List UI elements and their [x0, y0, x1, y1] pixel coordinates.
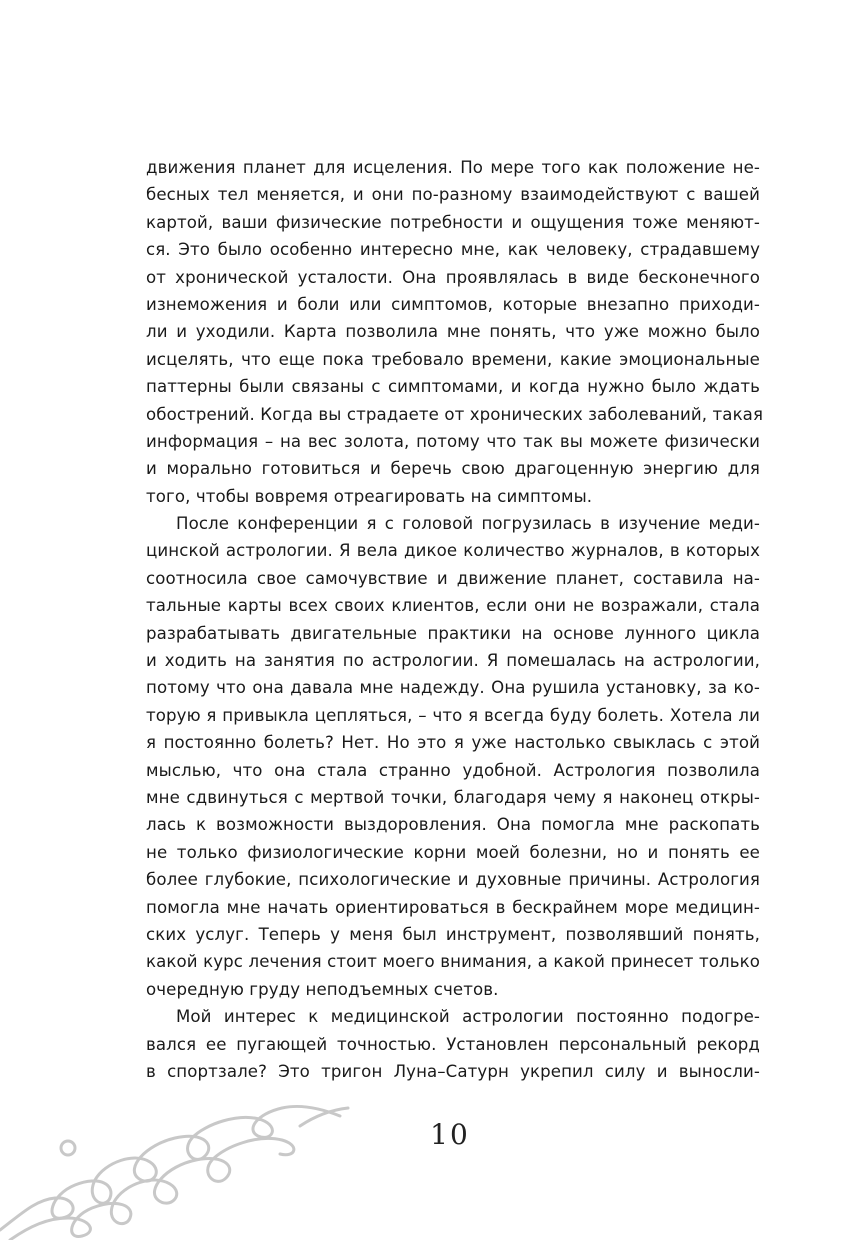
text-line: мыслью, что она стала странно удобной. Астрология позволила: [146, 760, 760, 780]
text-line: мне сдвинуться с мертвой точки, благодаря чему я наконец откры-: [146, 787, 760, 807]
text-line: в спортзале? Это тригон Луна–Сатурн укрепил силу и выносли-: [146, 1061, 760, 1081]
text-line: очередную груду неподъемных счетов.: [146, 979, 499, 999]
text-line: соотносила свое самочувствие и движение планет, составила на-: [146, 568, 760, 588]
text-line: ся. Это было особенно интересно мне, как человеку, страдавшему: [146, 240, 760, 260]
text-line: картой, ваши физические потребности и ощущения тоже меняют-: [146, 212, 760, 232]
text-line: не только физиологические корни моей болезни, но и понять ее: [146, 842, 760, 862]
text-line: торую я привыкла цепляться, – что я всегда буду болеть. Хотела ли: [146, 705, 760, 725]
page-number: 10: [430, 1118, 470, 1151]
text-line: того, чтобы вовремя отреагировать на симптомы.: [146, 486, 593, 506]
text-line: После конференции я с головой погрузилась в изучение меди-: [176, 514, 760, 534]
text-line: информация – на вес золота, потому что так вы можете физически: [146, 431, 760, 451]
text-line: изнеможения и боли или симптомов, которые внезапно приходи-: [146, 294, 760, 314]
text-line: помогла мне начать ориентироваться в бескрайнем море медицин-: [146, 897, 760, 917]
text-line: какой курс лечения стоит моего внимания, а какой принесет только: [146, 952, 760, 972]
text-line: я постоянно болеть? Нет. Но это я уже настолько свыклась с этой: [146, 733, 760, 753]
text-line: паттерны были связаны с симптомами, и когда нужно было ждать: [146, 377, 760, 397]
text-line: ли и уходили. Карта позволила мне понять, что уже можно было: [146, 322, 760, 342]
swirl-ornament-icon: [0, 1090, 380, 1240]
text-line: и морально готовиться и беречь свою драгоценную энергию для: [146, 459, 760, 479]
text-line: бесных тел меняется, и они по-разному взаимодействуют с вашей: [146, 185, 760, 205]
text-line: обострений. Когда вы страдаете от хронических заболеваний, такая: [146, 404, 764, 424]
text-line: более глубокие, психологические и духовные причины. Астрология: [146, 870, 760, 890]
text-line: цинской астрологии. Я вела дикое количество журналов, в которых: [146, 541, 760, 561]
text-line: движения планет для исцеления. По мере того как положение не-: [146, 158, 760, 177]
text-line: разрабатывать двигательные практики на основе лунного цикла: [146, 623, 760, 643]
text-line: и ходить на занятия по астрологии. Я помешалась на астрологии,: [146, 651, 760, 671]
text-line: Мой интерес к медицинской астрологии постоянно подогре-: [176, 1007, 760, 1027]
text-line: лась к возможности выздоровления. Она помогла мне раскопать: [146, 815, 760, 835]
text-line: вался ее пугающей точностью. Установлен персональный рекорд: [146, 1034, 760, 1054]
text-line: ских услуг. Теперь у меня был инструмент, позволявший понять,: [146, 924, 760, 944]
text-line: исцелять, что еще пока требовало времени, какие эмоциональные: [146, 349, 760, 369]
text-line: от хронической усталости. Она проявлялась в виде бесконечного: [146, 267, 760, 287]
text-line: тальные карты всех своих клиентов, если они не возражали, стала: [146, 596, 760, 616]
body-text: [146, 154, 764, 1085]
text-line: потому что она давала мне надежду. Она рушила установку, за ко-: [146, 678, 760, 698]
